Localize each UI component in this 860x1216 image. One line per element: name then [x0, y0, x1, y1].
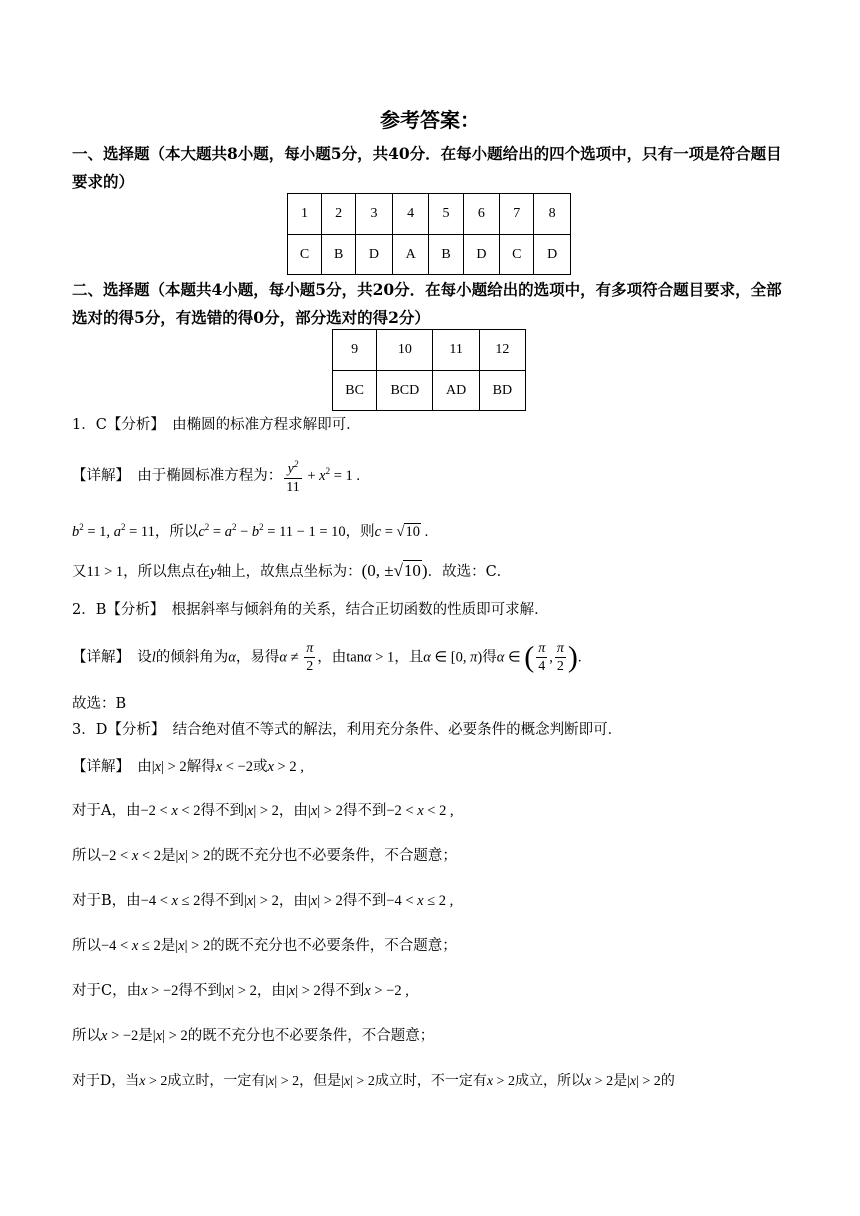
- q2-detail-prefix: 【详解】 设: [72, 649, 152, 666]
- q3-neither: 的既不充分也不必要条件，不合题意；: [210, 938, 457, 954]
- page-title: 参考答案：: [380, 108, 480, 132]
- q3-by: ，由: [278, 803, 308, 819]
- table-cell: D: [356, 235, 393, 275]
- q3-not-get: 得不到: [200, 803, 244, 819]
- q3-d-label: 对于D，当: [72, 1073, 140, 1089]
- table-cell: 2: [322, 194, 356, 235]
- q3-by: ，由: [278, 893, 308, 909]
- q1-line2: $b^2 = 1$, $a^2 = 11$，所以$c^2 = a^2 - b^2 = 11 - 1 = 10$，则c = √10 .: [72, 522, 429, 540]
- table-cell: 6: [463, 194, 500, 235]
- table-cell: 4: [392, 194, 429, 235]
- q3-so: 所以: [72, 1028, 101, 1044]
- fraction: $\frac{\pi}{2}$: [306, 641, 314, 674]
- fraction: $\frac{\pi}{2}$: [556, 641, 564, 674]
- q1-detail: 【详解】 由于椭圆标准方程为： $\frac{y^2}{11}$ + $x^2 = 1$ .: [72, 456, 812, 496]
- q3-is: 是: [160, 848, 176, 864]
- q2-t3: ，由: [317, 649, 347, 666]
- table-cell: BC: [333, 371, 377, 411]
- q3-not-get: 得不到: [342, 803, 387, 819]
- q3-analysis: 3．D【分析】 结合绝对值不等式的解法，利用充分条件、必要条件的概念判断即可．: [72, 722, 623, 738]
- q2-analysis: 2．B【分析】 根据斜率与倾斜角的关系，结合正切函数的性质即可求解．: [72, 602, 549, 618]
- q3-is: 是: [138, 1028, 153, 1044]
- q3-option-c-conclusion: 所以x > −2是|x| > 2的既不充分也不必要条件，不合题意；: [72, 1028, 435, 1044]
- q1-line3: 又11 > 1，所以焦点在y轴上，故焦点坐标为：(0, ±√10)．故选：C．: [72, 561, 512, 580]
- q3-d-t3: 成立时，不一定有: [374, 1073, 487, 1089]
- table-cell: B: [429, 235, 463, 275]
- q3-neither: 的既不充分也不必要条件，不合题意；: [187, 1028, 435, 1044]
- q3-d-t5: 的: [660, 1073, 675, 1089]
- table-cell: D: [534, 235, 571, 275]
- q3-so: 所以: [72, 938, 101, 954]
- q3-b-label: 对于B，由: [72, 893, 141, 909]
- table-cell: 3: [356, 194, 393, 235]
- table-cell: 11: [433, 330, 479, 371]
- q1-l3-text2: ，所以焦点在: [123, 564, 211, 580]
- section2-answer-table: [332, 329, 526, 411]
- q3-option-c: 对于C，由x > −2得不到|x| > 2，由|x| > 2得不到x > −2 ,: [72, 983, 409, 999]
- table-cell: 9: [333, 330, 377, 371]
- q3-solve: 解得: [186, 759, 216, 775]
- q3-option-b-conclusion: 所以−4 < x ≤ 2是|x| > 2的既不充分也不必要条件，不合题意；: [72, 938, 457, 954]
- section1-number-row: [288, 194, 571, 235]
- section1-answer-table: [287, 193, 571, 275]
- table-cell: 12: [479, 330, 525, 371]
- table-cell: 8: [534, 194, 571, 235]
- q3-or: 或: [252, 759, 268, 775]
- section2-heading: 二、选择题（本题共4小题，每小题5分，共20分．在每小题给出的选项中，有多项符合题目要求，全部选对的得5分，有选错的得0分，部分选对的得2分）: [72, 280, 782, 327]
- q3-not-get: 得不到: [200, 893, 244, 909]
- table-cell: BD: [479, 371, 525, 411]
- q1-l2-text1: ，所以: [154, 523, 199, 540]
- fraction: $\frac{\pi}{4}$: [538, 641, 546, 674]
- q3-not-get: 得不到: [320, 983, 365, 999]
- q3-not-get: 得不到: [342, 893, 387, 909]
- fraction: $\frac{y^2}{11}$: [284, 456, 301, 496]
- q3-d-t1: 成立时，一定有: [167, 1073, 266, 1089]
- table-cell: C: [500, 235, 534, 275]
- q3-so: 所以: [72, 848, 101, 864]
- q3-by: ，由: [256, 983, 286, 999]
- q3-option-a-conclusion: 所以−2 < x < 2是|x| > 2的既不充分也不必要条件，不合题意；: [72, 848, 457, 864]
- q1-analysis: 1．C【分析】 由椭圆的标准方程求解即可．: [72, 417, 361, 433]
- q2-conclusion: 故选：B: [72, 696, 127, 712]
- q3-not-get: 得不到: [178, 983, 222, 999]
- q3-detail: 【详解】 由|x| > 2解得x < −2或x > 2 ,: [72, 759, 304, 775]
- q1-l3-text1: 又: [72, 564, 87, 580]
- section1-heading: 一、选择题（本大题共8小题，每小题5分，共40分．在每小题给出的四个选项中，只有一项是符合题目要求的）: [72, 144, 782, 191]
- q3-a-label: 对于A，由: [72, 803, 141, 819]
- q3-d-t4: 成立，所以: [514, 1073, 585, 1089]
- q2-t1: 的倾斜角为: [155, 649, 229, 666]
- q3-is: 是: [613, 1073, 628, 1089]
- q1-l3-text3: 轴上，故焦点坐标为：: [216, 564, 362, 580]
- q2-t5: 得: [482, 649, 497, 666]
- q3-option-a: 对于A，由−2 < x < 2得不到|x| > 2，由|x| > 2得不到−2 < x < 2 ,: [72, 803, 454, 819]
- table-cell: 5: [429, 194, 463, 235]
- q1-l3-text4: ．故选：C．: [427, 564, 512, 580]
- q3-detail-prefix: 【详解】 由: [72, 759, 152, 775]
- table-cell: AD: [433, 371, 479, 411]
- q3-neither: 的既不充分也不必要条件，不合题意；: [210, 848, 457, 864]
- table-cell: B: [322, 235, 356, 275]
- table-cell: C: [288, 235, 322, 275]
- section1-answer-row: [288, 235, 571, 275]
- q3-c-label: 对于C，由: [72, 983, 142, 999]
- q2-t2: ，易得: [235, 649, 280, 666]
- q3-d-t2: ，但是: [299, 1073, 342, 1089]
- q3-option-b: 对于B，由−4 < x ≤ 2得不到|x| > 2，由|x| > 2得不到−4 < x ≤ 2 ,: [72, 893, 454, 909]
- q1-l2-text2: ，则: [345, 523, 375, 540]
- table-cell: BCD: [377, 371, 433, 411]
- table-cell: 10: [377, 330, 433, 371]
- q3-is: 是: [160, 938, 176, 954]
- section2-answer-row: [333, 371, 526, 411]
- table-cell: D: [463, 235, 500, 275]
- table-cell: 1: [288, 194, 322, 235]
- q2-detail: 【详解】 设l的倾斜角为α，易得α ≠ $\frac{\pi}{2}$ ，由tanα > 1，且α ∈ [0, π)得α ∈ ( $\frac{\pi}{4}$ , $\frac{\pi}{2}$ ).: [72, 640, 582, 674]
- table-cell: A: [392, 235, 429, 275]
- q3-option-d: 对于D，当x > 2成立时，一定有|x| > 2，但是|x| > 2成立时，不一定有x > 2成立，所以x > 2是|x| > 2的: [72, 1073, 675, 1089]
- q1-detail-prefix: 【详解】 由于椭圆标准方程为：: [72, 467, 283, 484]
- table-cell: 7: [500, 194, 534, 235]
- q2-t4: ，且: [394, 649, 424, 666]
- section2-number-row: [333, 330, 526, 371]
